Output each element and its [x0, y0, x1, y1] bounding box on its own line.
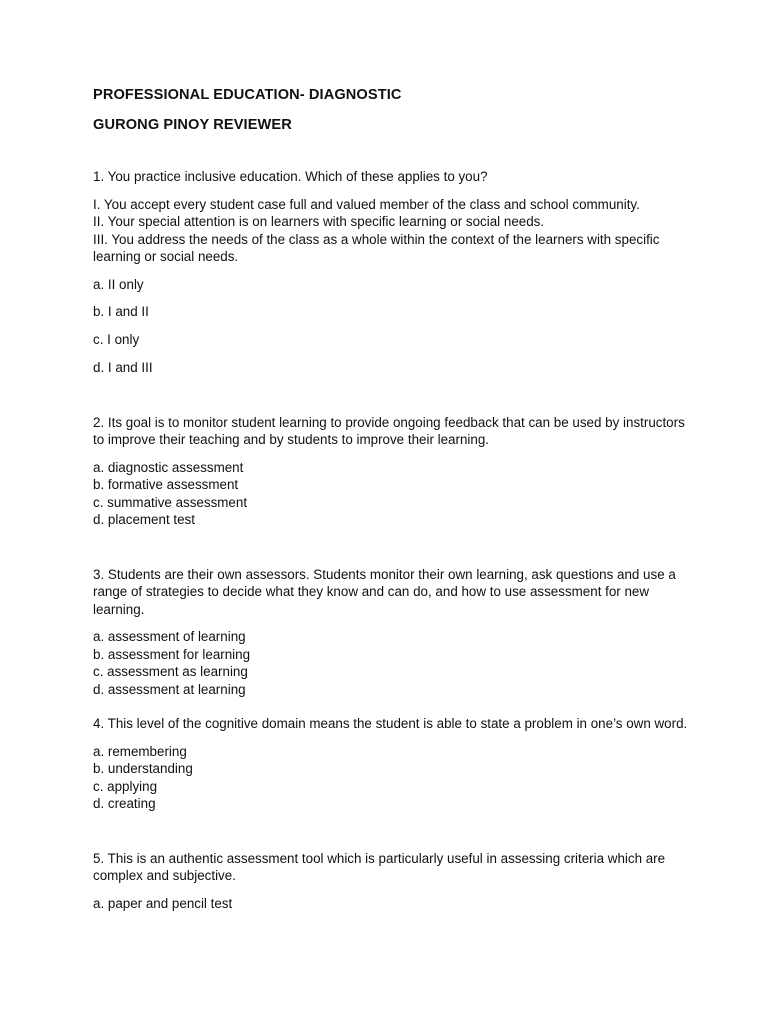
question-1 [93, 168, 693, 376]
answer-options [93, 276, 693, 377]
answer-option: d. creating [93, 796, 156, 812]
statement-item: III. You address the needs of the class as a whole within the context of the learners with specific learning or social needs. [93, 231, 660, 264]
answer-option: c. applying [93, 778, 158, 794]
question-3 [93, 566, 693, 699]
answer-option: d. I and III [93, 359, 153, 375]
answer-option: a. remembering [93, 743, 187, 759]
question-2 [93, 414, 693, 529]
answer-option: b. formative assessment [93, 477, 239, 493]
answer-option: c. assessment as learning [93, 664, 248, 680]
answer-option: c. I only [93, 332, 140, 348]
answer-options [93, 743, 693, 813]
answer-options [93, 459, 693, 529]
answer-option: b. assessment for learning [93, 646, 251, 662]
answer-option: d. placement test [93, 512, 195, 528]
answer-option: a. II only [93, 276, 144, 292]
question-text: 2. Its goal is to monitor student learning to provide ongoing feedback that can be used by instructors to improve their teaching and by students to improve their learning. [93, 414, 685, 448]
answer-option: b. understanding [93, 761, 193, 777]
document-subtitle: GURONG PINOY REVIEWER [93, 117, 292, 133]
statement-item: I. You accept every student case full and valued member of the class and school community. [93, 196, 640, 212]
document-title: PROFESSIONAL EDUCATION- DIAGNOSTIC [93, 87, 402, 103]
question-text: 3. Students are their own assessors. Students monitor their own learning, ask questions and use a range of strategies to decide what they know and can do, and how to use assessment for new learning. [93, 566, 676, 617]
question-text: 1. You practice inclusive education. Which of these applies to you? [93, 169, 488, 184]
document-page [93, 86, 693, 912]
answer-options [93, 895, 693, 913]
statement-item: II. Your special attention is on learners with specific learning or social needs. [93, 214, 545, 229]
question-5 [93, 850, 693, 913]
question-4 [93, 715, 693, 813]
answer-option: b. I and II [93, 304, 149, 320]
answer-option: a. assessment of learning [93, 629, 246, 645]
answer-option: c. summative assessment [93, 494, 248, 510]
answer-option: a. diagnostic assessment [93, 459, 244, 475]
question-text: 4. This level of the cognitive domain means the student is able to state a problem in one’s own word. [93, 716, 688, 732]
answer-option: d. assessment at learning [93, 681, 246, 697]
question-text: 5. This is an authentic assessment tool which is particularly useful in assessing criteria which are complex and subjective. [93, 850, 666, 884]
answer-options [93, 628, 693, 698]
question-statements [93, 196, 693, 266]
answer-option: a. paper and pencil test [93, 895, 233, 911]
